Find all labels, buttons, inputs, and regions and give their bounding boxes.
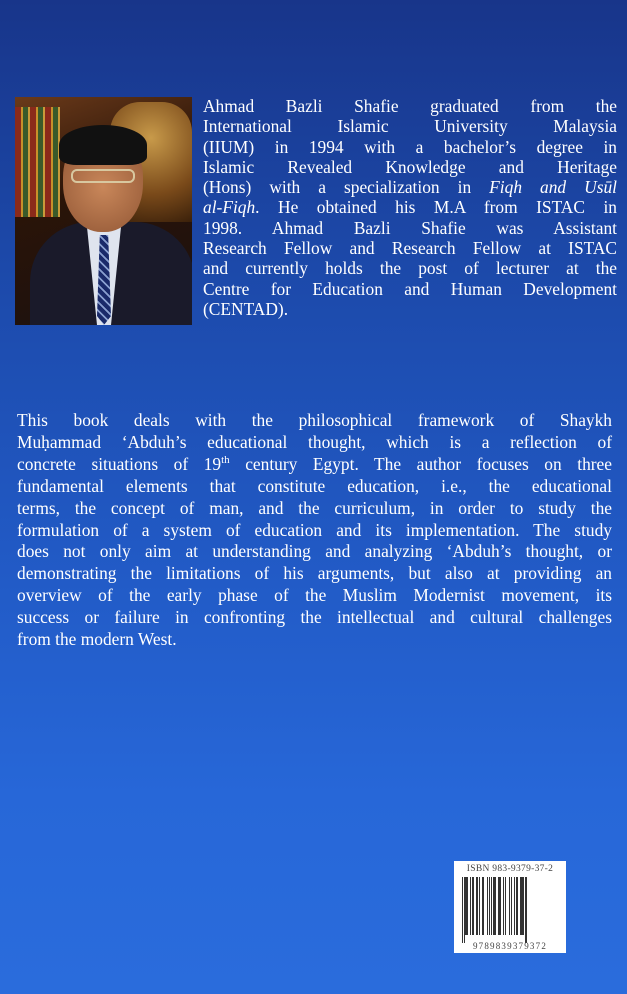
text-line (17, 520, 612, 542)
text-segment: fundamental elements that constitute education, i.e., the educational (17, 475, 612, 496)
text-segment: (Hons) with a specialization in (203, 177, 490, 198)
text-segment: terms, the concept of man, and the curriculum, in order to study the (17, 497, 612, 518)
text-segment: This book deals with the philosophical framework of Shaykh (17, 410, 612, 430)
text-segment: Islamic Revealed Knowledge and Heritage (203, 156, 617, 177)
text-line (17, 563, 612, 585)
ean-number: 9789839379372 (472, 941, 548, 951)
text-line (203, 157, 617, 177)
text-line (203, 238, 617, 258)
text-line (203, 197, 617, 217)
text-segment: formulation of a system of education and its implementation. The study (17, 519, 612, 540)
text-line (203, 299, 617, 319)
text-segment: and currently holds the post of lecturer at the (203, 258, 617, 279)
text-segment: Muḥammad ‘Abduh’s educational thought, which is a reflection of (17, 431, 612, 452)
author-bio (203, 96, 617, 319)
superscript: th (221, 454, 230, 467)
text-segment: (CENTAD). (203, 298, 289, 319)
text-segment: Centre for Education and Human Development (203, 278, 617, 299)
text-line (17, 498, 612, 520)
isbn-label: ISBN 983-9379-37-2 (466, 864, 554, 874)
isbn-barcode (454, 861, 566, 953)
text-segment: Ahmad Bazli Shafie graduated from the (203, 96, 617, 116)
text-line (17, 410, 612, 432)
text-segment: overview of the early phase of the Muslim Modernist movement, its (17, 585, 612, 606)
text-segment: . He obtained his M.A from ISTAC in (255, 197, 617, 218)
text-line (203, 116, 617, 136)
barcode-bars (462, 877, 558, 939)
text-line (17, 629, 612, 651)
text-segment: century Egypt. The author focuses on three (229, 453, 612, 474)
text-segment: Research Fellow and Research Fellow at ISTAC (203, 238, 617, 259)
text-line (203, 218, 617, 238)
text-line (203, 177, 617, 197)
text-line (203, 279, 617, 299)
italic-text: al-Fiqh (203, 197, 256, 218)
text-line (203, 258, 617, 278)
text-line (17, 585, 612, 607)
text-line (17, 432, 612, 454)
text-segment: (IIUM) in 1994 with a bachelor’s degree in (203, 136, 617, 157)
book-description (17, 410, 612, 651)
text-line (17, 541, 612, 563)
text-segment: success or failure in confronting the intellectual and cultural challenges (17, 607, 612, 628)
text-segment: International Islamic University Malaysia (203, 116, 617, 137)
author-photo (15, 97, 192, 325)
text-line (17, 476, 612, 498)
text-segment: does not only aim at understanding and analyzing ‘Abduh’s thought, or (17, 541, 612, 562)
text-segment: 1998. Ahmad Bazli Shafie was Assistant (203, 217, 617, 238)
text-line (203, 137, 617, 157)
text-line (17, 454, 612, 476)
text-line (203, 96, 617, 116)
italic-text: Fiqh and Usūl (489, 177, 617, 198)
text-segment: demonstrating the limitations of his arguments, but also at providing an (17, 563, 612, 584)
text-segment: from the modern West. (17, 629, 177, 650)
text-segment: concrete situations of 19 (17, 453, 222, 474)
barcode-bar (526, 877, 527, 943)
text-line (17, 607, 612, 629)
